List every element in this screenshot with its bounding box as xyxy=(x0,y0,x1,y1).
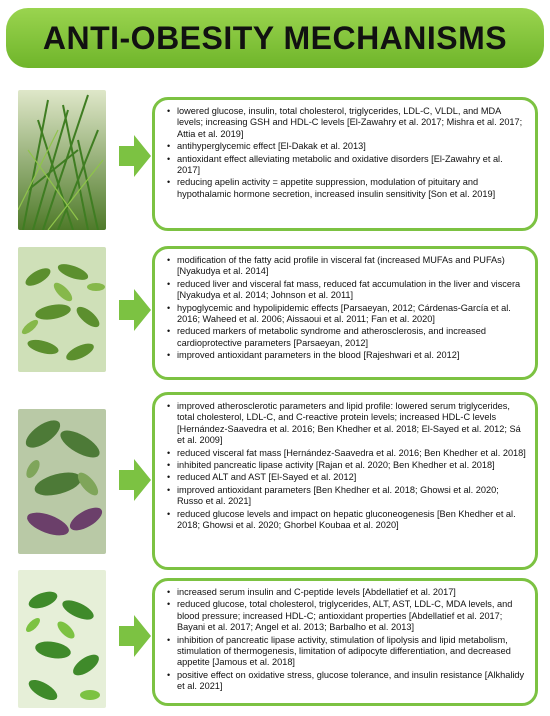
arrow-right-icon xyxy=(118,458,152,502)
arrow-right-icon xyxy=(118,288,152,332)
list-item: • improved antioxidant parameters [Ben Khedher et al. 2018; Ghowsi et al. 2020; Russo et al. 2021] xyxy=(177,485,527,508)
herb-photo-4 xyxy=(18,570,106,708)
list-item: • inhibition of pancreatic lipase activity, stimulation of lipolysis and lipid metabolism, stimulation of thermogenesis, limitation of adipocyte differentiation, and decreased appetite [Jamous et al. 2018] xyxy=(177,635,527,669)
arrow-right-icon xyxy=(118,614,152,658)
mechanism-box-2 xyxy=(152,246,538,380)
list-item: • improved atherosclerotic parameters and lipid profile: lowered serum triglycerides, total cholesterol, LDL-C, and C-reactive protein levels; increased HDL-C levels [Hernández-Saavedra et al. 2016; Ben Khedher et al. 2018; El-Sayed et al. 2012; Sá et al. 2009] xyxy=(177,401,527,447)
arrow-right-icon xyxy=(118,134,152,178)
mechanism-box-1 xyxy=(152,97,538,231)
list-item: • inhibited pancreatic lipase activity [Rajan et al. 2020; Ben Khedher et al. 2018] xyxy=(177,460,527,471)
list-item: • reduced liver and visceral fat mass, reduced fat accumulation in the liver and viscera [Nyakudya et al. 2014; Johnson et al. 2011] xyxy=(177,279,527,302)
list-item: • positive effect on oxidative stress, glucose tolerance, and insulin resistance [Alkhalidy et al. 2021] xyxy=(177,670,527,693)
list-item: • improved antioxidant parameters in the blood [Rajeshwari et al. 2012] xyxy=(177,350,527,361)
list-item: • antioxidant effect alleviating metabolic and oxidative disorders [El-Zawahry et al. 2017] xyxy=(177,154,527,177)
list-item: • hypoglycemic and hypolipidemic effects [Parsaeyan, 2012; Cárdenas-García et al. 2016; Waheed et al. 2006; Aissaoui et al. 2011; Fan et al. 2020] xyxy=(177,303,527,326)
list-item: • reduced markers of metabolic syndrome and atherosclerosis, and increased cardioprotective parameters [Parsaeyan, 2012] xyxy=(177,326,527,349)
list-item: • increased serum insulin and C-peptide levels [Abdellatief et al. 2017] xyxy=(177,587,527,598)
list-item: • modification of the fatty acid profile in visceral fat (increased MUFAs and PUFAs) [Nyakudya et al. 2014] xyxy=(177,255,527,278)
title-banner xyxy=(6,8,544,68)
mechanism-box-4 xyxy=(152,578,538,706)
mechanism-box-3 xyxy=(152,392,538,570)
list-item: • reducing apelin activity = appetite suppression, modulation of pituitary and hypothalamic hormone secretion, increased insulin sensitivity [Son et al. 2019] xyxy=(177,177,527,200)
herb-photo-2 xyxy=(18,247,106,372)
page-title: ANTI-OBESITY MECHANISMS xyxy=(42,19,508,56)
list-item: • reduced glucose levels and impact on hepatic gluconeogenesis [Ben Khedher et al. 2018; Ghowsi et al. 2020; Ghorbel Koubaa et al. 2020] xyxy=(177,509,527,532)
herb-photo-3 xyxy=(18,409,106,554)
herb-photo-1 xyxy=(18,90,106,230)
list-item: • reduced ALT and AST [El-Sayed et al. 2012] xyxy=(177,472,527,483)
list-item: • reduced visceral fat mass [Hernández-Saavedra et al. 2016; Ben Khedher et al. 2018] xyxy=(177,448,527,459)
list-item: • lowered glucose, insulin, total cholesterol, triglycerides, LDL-C, VLDL, and MDA levels; increasing GSH and HDL-C levels [El-Zawahry et al. 2017; Mishra et al. 2017; Attia et al. 2019] xyxy=(177,106,527,140)
list-item: • reduced glucose, total cholesterol, triglycerides, ALT, AST, LDL-C, MDA levels, and blood pressure; increased HDL-C; antioxidant properties [Abdellatief et al. 2017; Bayani et al. 2017; Angel et al. 2013; Barbalho et al. 2013] xyxy=(177,599,527,633)
list-item: • antihyperglycemic effect [El-Dakak et al. 2013] xyxy=(177,141,527,152)
